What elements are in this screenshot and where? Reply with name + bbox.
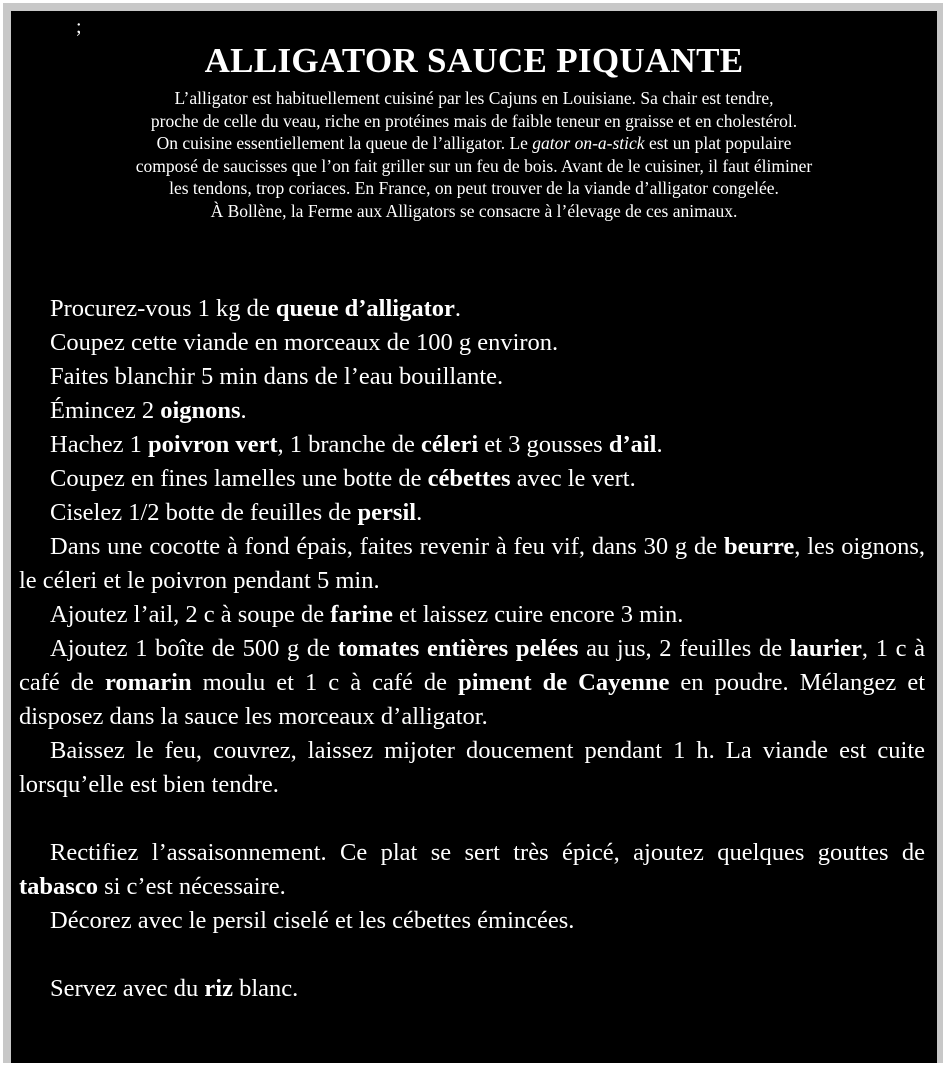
recipe-step: Procurez-vous 1 kg de queue d’alligator. [50, 295, 462, 322]
recipe-step: Décorez avec le persil ciselé et les cébettes émincées. [50, 907, 575, 934]
intro-line: composé de saucisses que l’on fait griller sur un feu de bois. Avant de le cuisiner, il faut éliminer [135, 155, 813, 176]
recipe-step: Rectifiez l’assaisonnement. Ce plat se sert très épicé, ajoutez quelques gouttes de tabasco si c’est nécessaire. [19, 839, 925, 900]
recipe-step: Faites blanchir 5 min dans de l’eau bouillante. [50, 363, 504, 390]
recipe-step: Dans une cocotte à fond épais, faites revenir à feu vif, dans 30 g de beurre, les oignons, le céleri et le poivron pendant 5 min. [19, 533, 925, 594]
recipe-step: Coupez en fines lamelles une botte de cébettes avec le vert. [50, 465, 636, 492]
ingredient: beurre [723, 533, 795, 560]
punctuation-mark: ; [76, 16, 82, 38]
ingredient: romarin [104, 669, 192, 696]
ingredient: farine [330, 601, 393, 628]
ingredient: riz [204, 975, 233, 1002]
intro-paragraph [21, 87, 927, 223]
intro-emphasis: gator on-a-stick [532, 133, 645, 154]
ingredient: cébettes [427, 465, 511, 492]
ingredient: piment de Cayenne [458, 669, 670, 696]
ingredient: céleri [421, 431, 479, 458]
intro-line: À Bollène, la Ferme aux Alligators se consacre à l’élevage de ces animaux. [210, 200, 738, 221]
ingredient: tabasco [19, 873, 98, 900]
recipe-step: Ajoutez l’ail, 2 c à soupe de farine et laissez cuire encore 3 min. [50, 601, 684, 628]
ingredient: persil [357, 499, 417, 526]
recipe-step: Émincez 2 oignons. [50, 397, 247, 424]
recipe-step: Ciselez 1/2 botte de feuilles de persil. [50, 499, 423, 526]
ingredient: d’ail [608, 431, 657, 458]
recipe-step: Coupez cette viande en morceaux de 100 g environ. [50, 329, 559, 356]
intro-line: On cuisine essentiellement la queue de l’alligator. Le gator on-a-stick est un plat populaire [156, 133, 792, 154]
ingredient: laurier [789, 635, 862, 662]
ingredient: tomates entières pelées [337, 635, 579, 662]
ingredient: queue d’alligator [275, 295, 455, 322]
recipe-step: Baissez le feu, couvrez, laissez mijoter doucement pendant 1 h. La viande est cuite lorsqu’elle est bien tendre. [19, 737, 925, 798]
intro-line: proche de celle du veau, riche en protéines mais de faible teneur en graisse et en cholestérol. [150, 110, 798, 131]
recipe-steps [19, 292, 925, 1006]
ingredient: oignons [160, 397, 241, 424]
intro-line: les tendons, trop coriaces. En France, on peut trouver de la viande d’alligator congelée. [169, 178, 779, 199]
recipe-title: ALLIGATOR SAUCE PIQUANTE [204, 41, 744, 80]
recipe-step: Servez avec du riz blanc. [50, 975, 299, 1002]
recipe-page [11, 11, 937, 1063]
recipe-step: Ajoutez 1 boîte de 500 g de tomates entières pelées au jus, 2 feuilles de laurier, 1 c à café de romarin moulu et 1 c à café de piment de Cayenne en poudre. Mélangez et disposez dans la sauce les morceaux d’alligator. [19, 635, 926, 730]
ingredient: poivron vert [147, 431, 278, 458]
intro-line: L’alligator est habituellement cuisiné par les Cajuns en Louisiane. Sa chair est tendre, [174, 88, 774, 108]
page-frame [3, 3, 943, 1063]
recipe-step: Hachez 1 poivron vert, 1 branche de céleri et 3 gousses d’ail. [50, 431, 663, 458]
